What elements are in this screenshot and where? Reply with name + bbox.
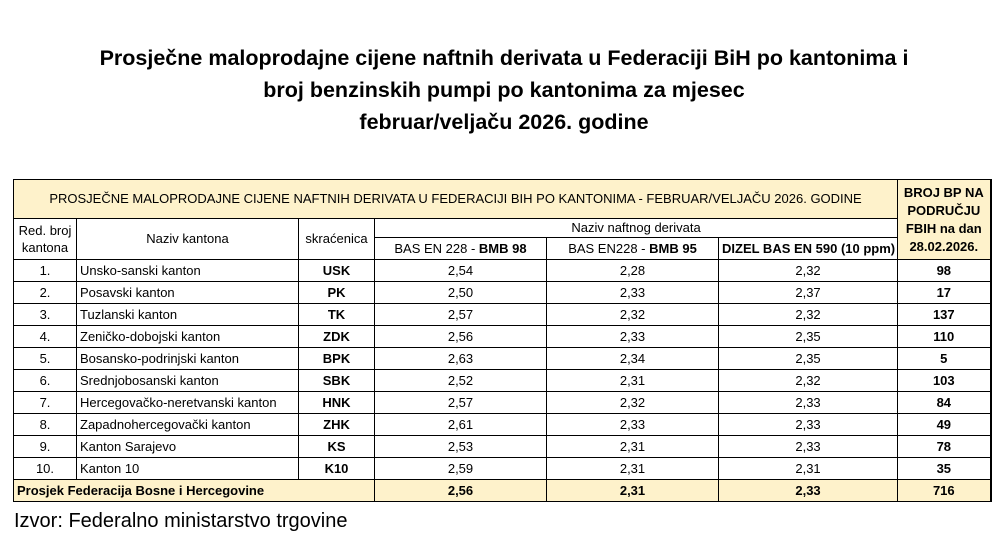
price-bmb95: 2,33 [547, 414, 719, 436]
canton-name: Hercegovačko-neretvanski kanton [77, 392, 299, 414]
bp-header-line-4: 28.02.2026. [909, 238, 979, 254]
table-row [14, 436, 991, 458]
canton-abbr: BPK [299, 348, 375, 370]
page-title [0, 42, 1008, 138]
price-bmb95: 2,31 [547, 370, 719, 392]
table-row [14, 260, 991, 282]
row-number: 7. [14, 392, 77, 414]
price-diesel: 2,33 [719, 436, 898, 458]
bmb95-bold: BMB 95 [649, 240, 697, 256]
table-row [14, 370, 991, 392]
canton-abbr: HNK [299, 392, 375, 414]
price-bmb95: 2,28 [547, 260, 719, 282]
price-bmb95: 2,32 [547, 392, 719, 414]
price-diesel: 2,33 [719, 392, 898, 414]
bp-count: 98 [898, 260, 991, 282]
price-bmb95: 2,31 [547, 458, 719, 480]
table-row [14, 304, 991, 326]
canton-name: Unsko-sanski kanton [77, 260, 299, 282]
canton-name: Bosansko-podrinjski kanton [77, 348, 299, 370]
table-body [14, 260, 991, 480]
canton-abbr: ZHK [299, 414, 375, 436]
col-header-red-broj [14, 219, 77, 260]
canton-name: Tuzlanski kanton [77, 304, 299, 326]
bp-count: 110 [898, 326, 991, 348]
table-row [14, 282, 991, 304]
table-row [14, 392, 991, 414]
table-row [14, 326, 991, 348]
price-bmb98: 2,59 [375, 458, 547, 480]
canton-abbr: KS [299, 436, 375, 458]
canton-name: Srednjobosanski kanton [77, 370, 299, 392]
price-bmb98: 2,53 [375, 436, 547, 458]
price-bmb98: 2,54 [375, 260, 547, 282]
price-bmb98: 2,63 [375, 348, 547, 370]
bp-count: 78 [898, 436, 991, 458]
bmb95-prefix: BAS EN228 - [568, 240, 650, 256]
table-footer-row [14, 480, 991, 502]
col-header-bmb95 [547, 238, 719, 260]
footer-label: Prosjek Federacija Bosne i Hercegovine [14, 480, 375, 502]
price-diesel: 2,35 [719, 348, 898, 370]
bp-count: 84 [898, 392, 991, 414]
title-line-2: broj benzinskih pumpi po kantonima za mjesec [263, 78, 745, 102]
price-diesel: 2,37 [719, 282, 898, 304]
price-bmb95: 2,33 [547, 326, 719, 348]
canton-name: Posavski kanton [77, 282, 299, 304]
bp-count: 5 [898, 348, 991, 370]
row-number: 10. [14, 458, 77, 480]
bmb98-prefix: BAS EN 228 - [394, 240, 479, 256]
footer-bmb98: 2,56 [375, 480, 547, 502]
price-bmb95: 2,31 [547, 436, 719, 458]
table-main-header: PROSJEČNE MALOPRODAJNE CIJENE NAFTNIH DERIVATA U FEDERACIJI BIH PO KANTONIMA - FEBRUAR/VELJAČU 2026. GODINE [14, 180, 898, 219]
bp-count-header [898, 180, 991, 260]
bmb98-bold: BMB 98 [478, 240, 527, 256]
price-bmb98: 2,61 [375, 414, 547, 436]
price-bmb98: 2,57 [375, 304, 547, 326]
footer-bmb95: 2,31 [547, 480, 719, 502]
row-number: 9. [14, 436, 77, 458]
footer-diesel: 2,33 [719, 480, 898, 502]
canton-name: Kanton 10 [77, 458, 299, 480]
red-broj-line-1: Red. broj [18, 223, 72, 238]
price-diesel: 2,32 [719, 370, 898, 392]
price-diesel: 2,33 [719, 414, 898, 436]
canton-name: Kanton Sarajevo [77, 436, 299, 458]
title-line-1: Prosječne maloprodajne cijene naftnih derivata u Federaciji BiH po kantonima i [99, 46, 909, 70]
bp-count: 17 [898, 282, 991, 304]
price-bmb98: 2,57 [375, 392, 547, 414]
price-diesel: 2,32 [719, 304, 898, 326]
canton-abbr: PK [299, 282, 375, 304]
title-line-3: februar/veljaču 2026. godine [359, 110, 649, 134]
col-header-naziv-derivata: Naziv naftnog derivata [375, 219, 898, 238]
price-bmb95: 2,33 [547, 282, 719, 304]
bp-header-line-1: BROJ BP NA [903, 184, 984, 200]
col-header-skracenica: skraćenica [299, 219, 375, 260]
price-bmb98: 2,50 [375, 282, 547, 304]
bp-count: 103 [898, 370, 991, 392]
price-diesel: 2,35 [719, 326, 898, 348]
fuel-price-table [13, 179, 992, 502]
row-number: 2. [14, 282, 77, 304]
row-number: 6. [14, 370, 77, 392]
row-number: 4. [14, 326, 77, 348]
table-row [14, 348, 991, 370]
source-note: Izvor: Federalno ministarstvo trgovine [14, 510, 348, 532]
bp-count: 49 [898, 414, 991, 436]
col-header-naziv-kantona: Naziv kantona [77, 219, 299, 260]
canton-abbr: TK [299, 304, 375, 326]
price-bmb95: 2,34 [547, 348, 719, 370]
price-bmb98: 2,52 [375, 370, 547, 392]
canton-name: Zapadnohercegovački kanton [77, 414, 299, 436]
bp-count: 137 [898, 304, 991, 326]
canton-name: Zeničko-dobojski kanton [77, 326, 299, 348]
table-row [14, 458, 991, 480]
bp-header-line-2: PODRUČJU [907, 202, 981, 218]
row-number: 8. [14, 414, 77, 436]
footer-bp: 716 [898, 480, 991, 502]
bp-header-line-3: FBIH na dan [905, 220, 982, 236]
red-broj-line-2: kantona [21, 240, 69, 255]
price-bmb98: 2,56 [375, 326, 547, 348]
col-header-bmb98 [375, 238, 547, 260]
row-number: 1. [14, 260, 77, 282]
price-diesel: 2,32 [719, 260, 898, 282]
table-row [14, 414, 991, 436]
canton-abbr: K10 [299, 458, 375, 480]
row-number: 5. [14, 348, 77, 370]
row-number: 3. [14, 304, 77, 326]
col-header-diesel: DIZEL BAS EN 590 (10 ppm) [719, 238, 898, 260]
canton-abbr: USK [299, 260, 375, 282]
price-bmb95: 2,32 [547, 304, 719, 326]
canton-abbr: SBK [299, 370, 375, 392]
canton-abbr: ZDK [299, 326, 375, 348]
bp-count: 35 [898, 458, 991, 480]
price-diesel: 2,31 [719, 458, 898, 480]
